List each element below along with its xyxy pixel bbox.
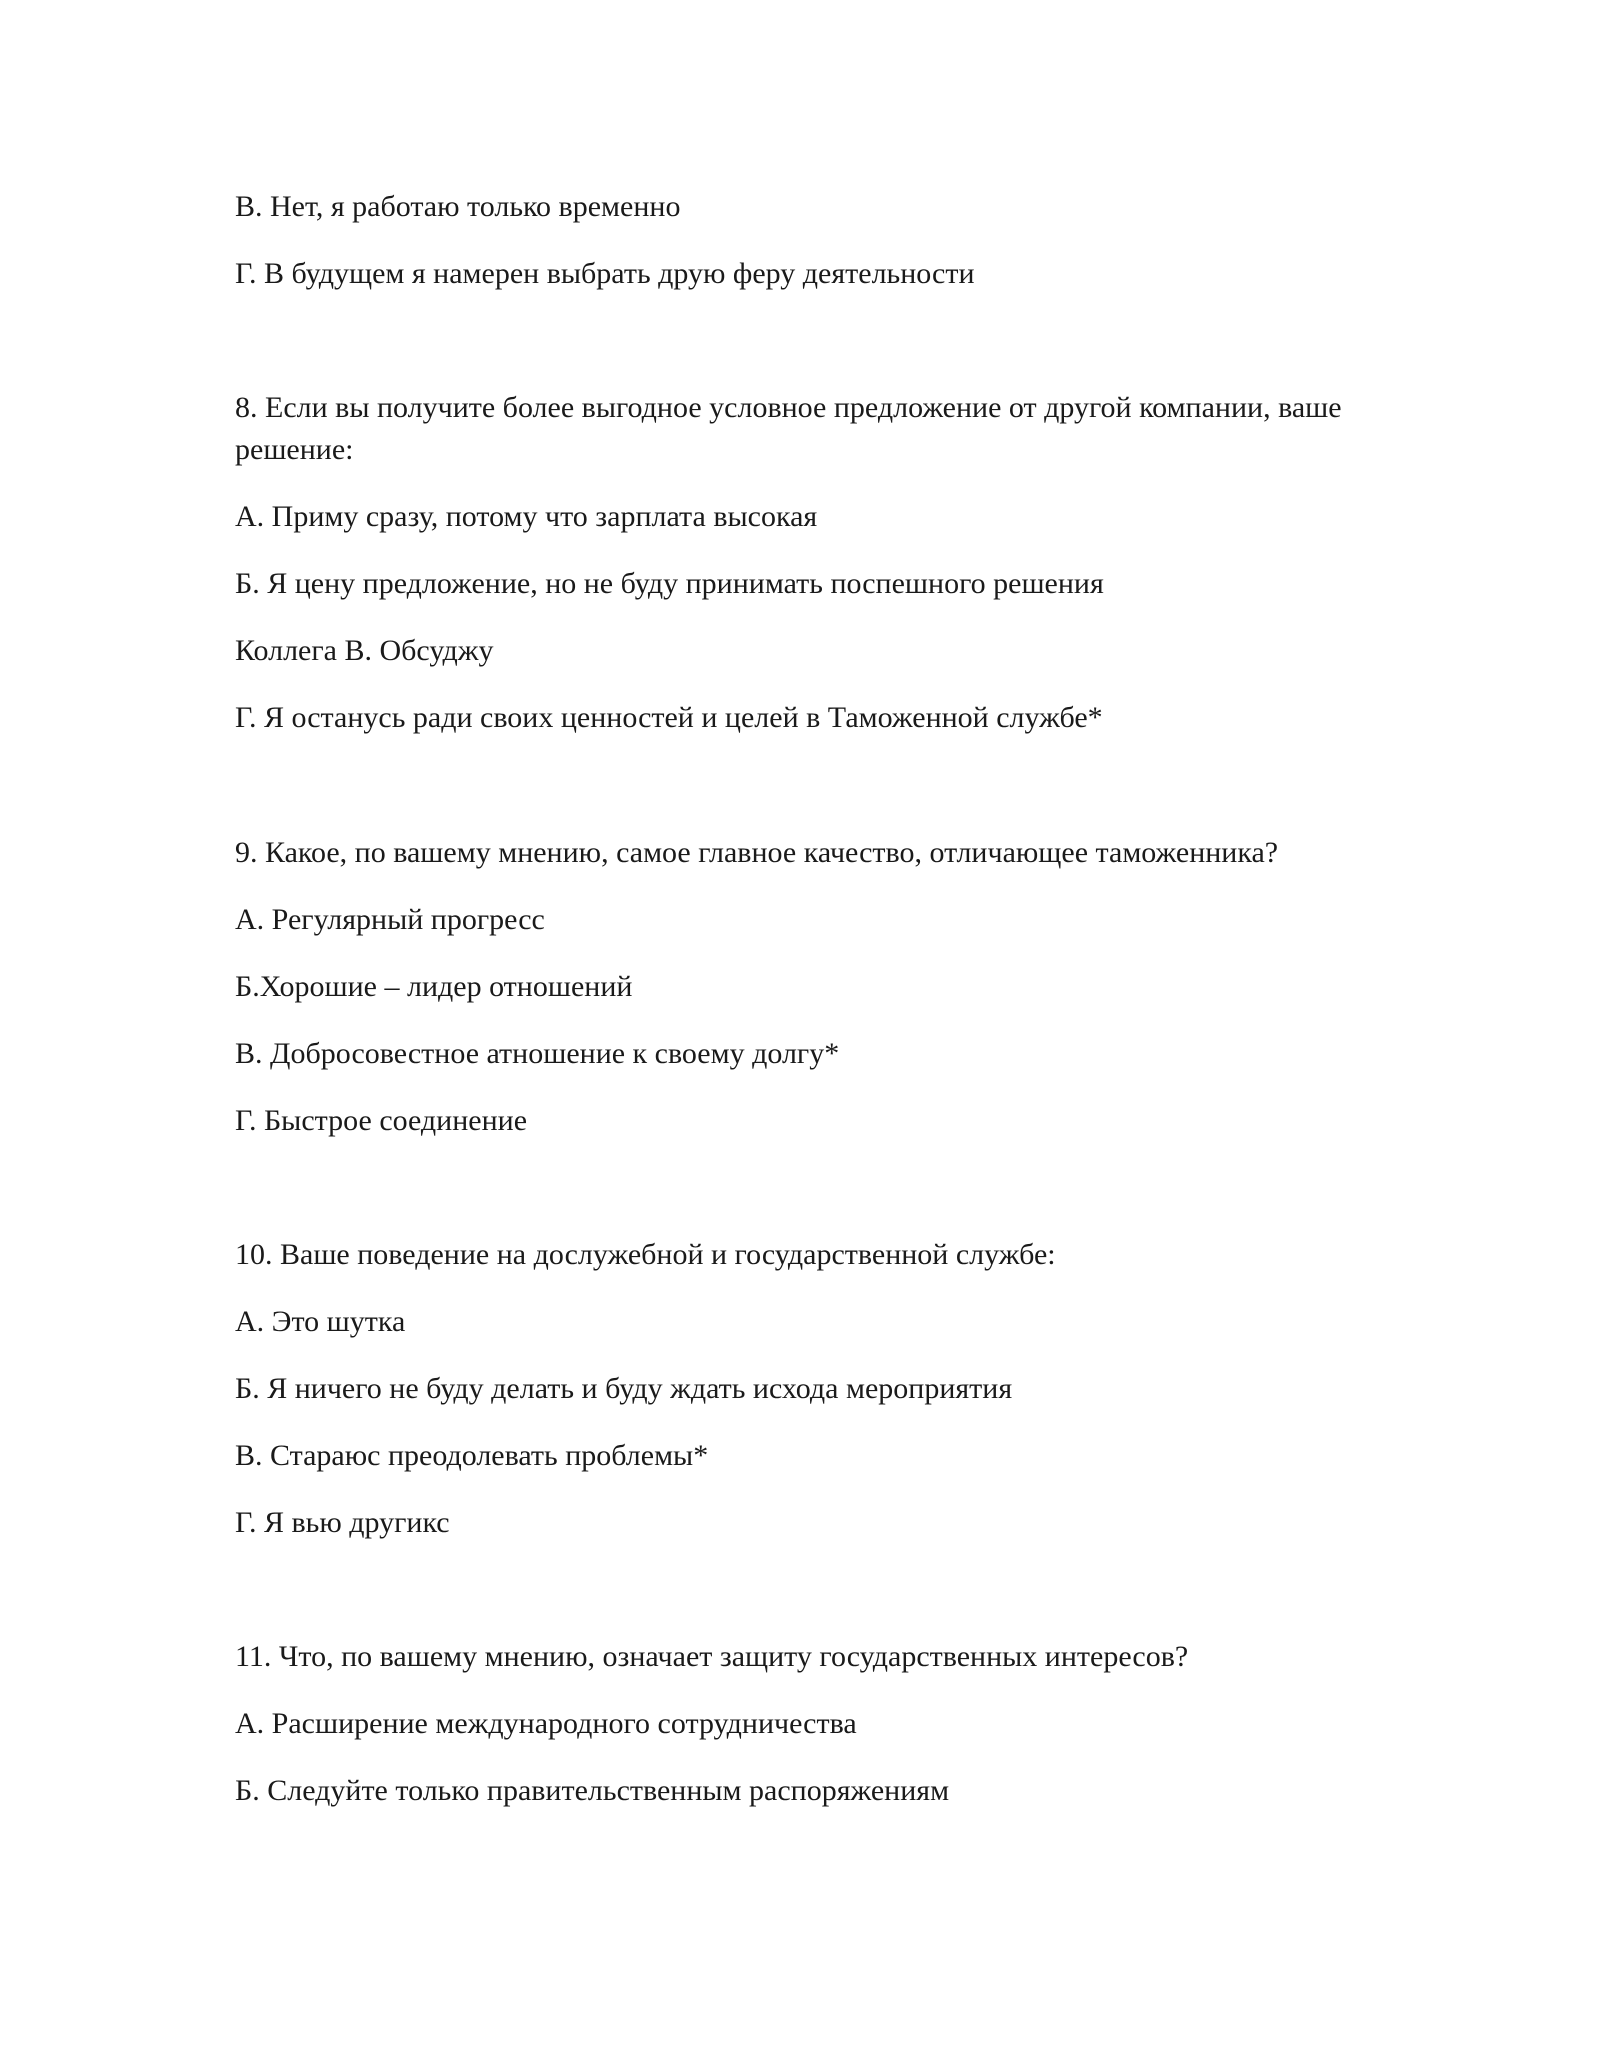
- answer-option: Б. Следуйте только правительственным распоряжениям: [235, 1774, 950, 1807]
- question-8: 8. Если вы получите более выгодное условное предложение от другой компании, ваше решение:: [235, 391, 1342, 466]
- answer-option: Г. В будущем я намерен выбрать друю феру деятельности: [235, 257, 975, 290]
- question-9: 9. Какое, по вашему мнению, самое главное качество, отличающее таможенника?: [235, 836, 1279, 869]
- question-10: 10. Ваше поведение на дослужебной и государственной службе:: [235, 1238, 1056, 1271]
- answer-option: А. Приму сразу, потому что зарплата высокая: [235, 500, 818, 533]
- answer-option: Б. Я цену предложение, но не буду принимать поспешного решения: [235, 567, 1104, 600]
- answer-option: Г. Быстрое соединение: [235, 1104, 528, 1137]
- answer-option: Г. Я останусь ради своих ценностей и целей в Таможенной службе*: [235, 701, 1103, 734]
- answer-option: А. Это шутка: [235, 1305, 406, 1338]
- question-11: 11. Что, по вашему мнению, означает защиту государственных интересов?: [235, 1640, 1189, 1673]
- answer-option: В. Добросовестное атношение к своему долгу*: [235, 1037, 840, 1070]
- answer-option: Г. Я вью другикс: [235, 1506, 450, 1539]
- answer-option: А. Расширение международного сотрудничества: [235, 1707, 857, 1740]
- answer-option: Б. Я ничего не буду делать и буду ждать исхода мероприятия: [235, 1372, 1013, 1405]
- answer-option: Б.Хорошие – лидер отношений: [235, 970, 633, 1003]
- answer-option: В. Стараюс преодолевать проблемы*: [235, 1439, 709, 1472]
- answer-option: Коллега В. Обсуджу: [235, 634, 494, 667]
- answer-option: В. Нет, я работаю только временно: [235, 190, 681, 223]
- answer-option: А. Регулярный прогресс: [235, 903, 545, 936]
